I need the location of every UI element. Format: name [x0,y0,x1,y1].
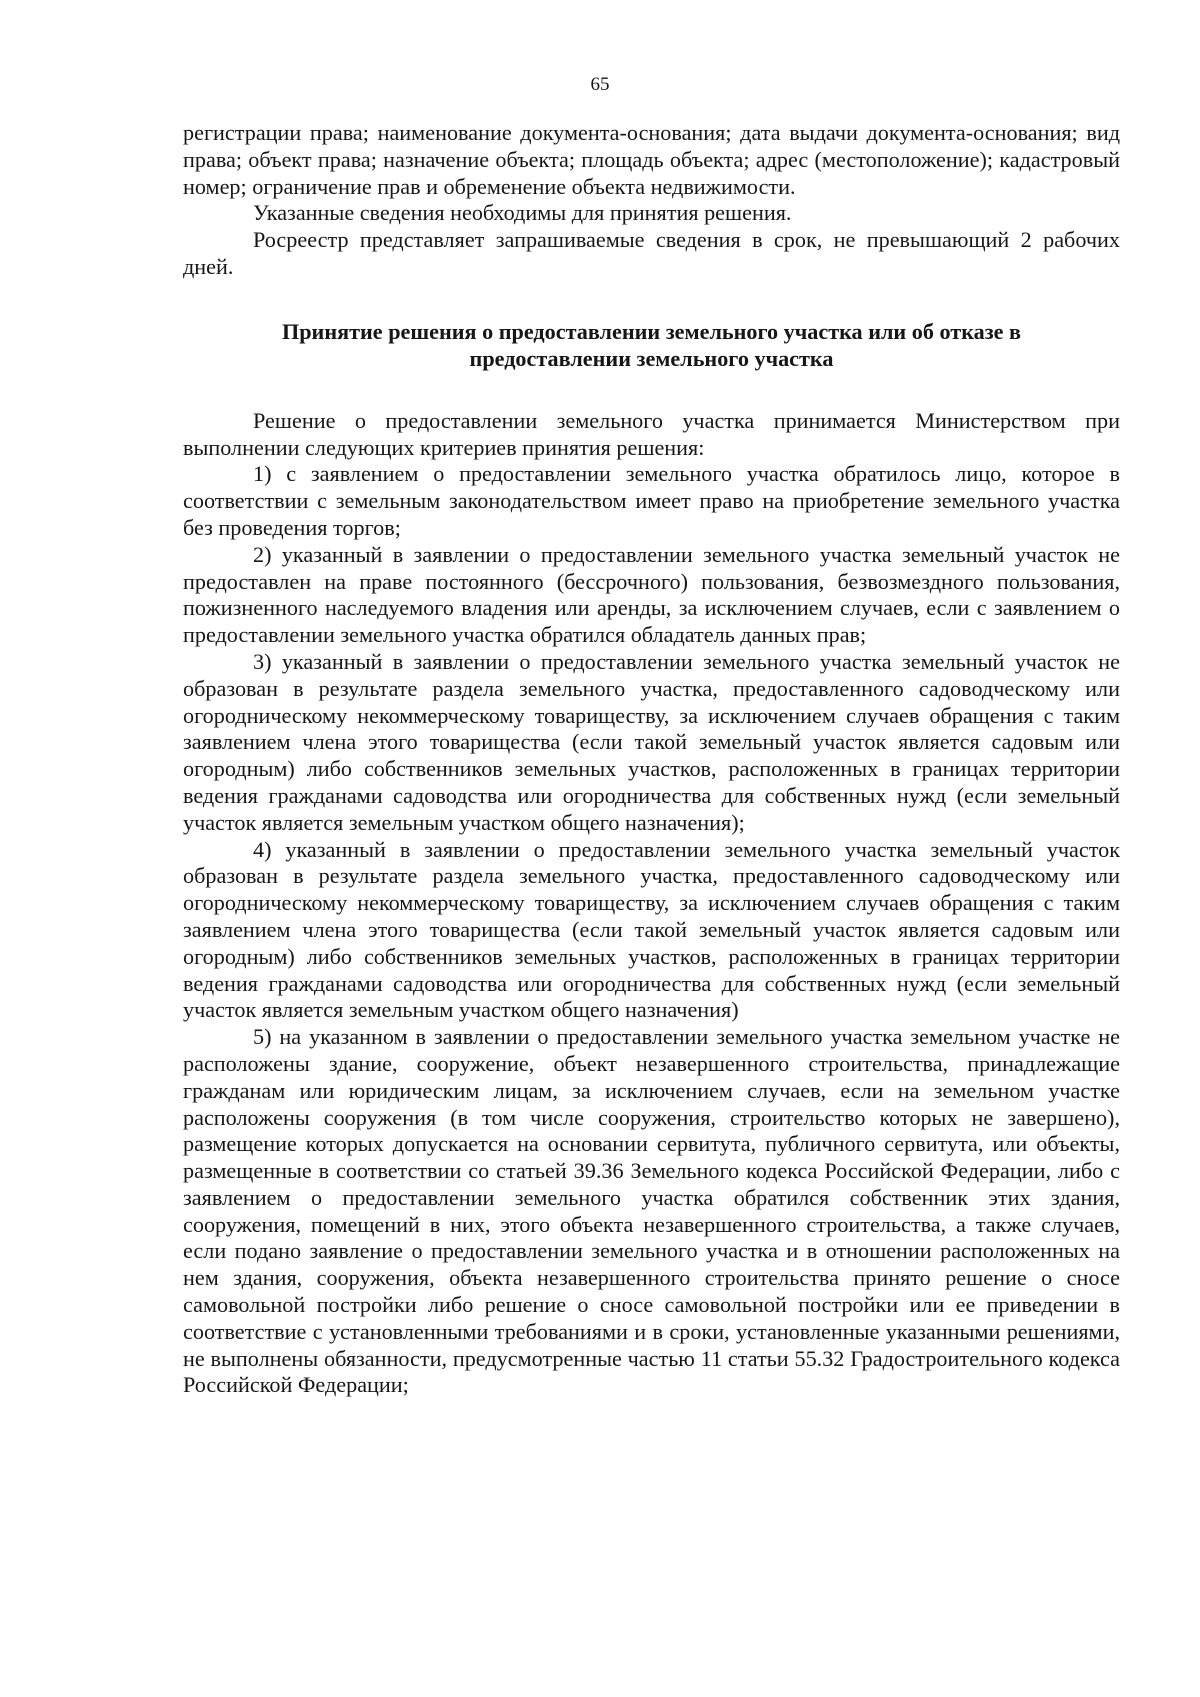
criteria-intro: Решение о предоставлении земельного участка принимается Министерством при выполнении следующих критериев принятия решения: [183,407,1120,460]
section-heading-line: предоставлении земельного участка [469,345,834,371]
paragraph: Указанные сведения необходимы для принятия решения. [253,200,792,226]
paragraph: Росреестр представляет запрашиваемые сведения в срок, не превышающий 2 рабочих дней. [183,227,1120,279]
criteria-item: 1) с заявлением о предоставлении земельного участка обратилось лицо, которое в соответствии с земельным законодательством имеет право на приобретение земельного участка без проведения торгов; [183,461,1120,540]
criteria-item: 4) указанный в заявлении о предоставлении земельного участка земельный участок образован в результате раздела земельного участка, предоставленного садоводческому или огородническому некоммерческому товариществу, за исключением случаев обращения с таким заявлением члена этого товарищества (если такой земельный участок является садовым или огородным) либо собственников земельных участков, расположенных в границах территории ведения гражданами садоводства или огородничества для собственных нужд (если земельный участок является земельным участком общего назначения) [183,836,1120,1023]
section-heading [183,318,1120,372]
paragraph: регистрации права; наименование документа-основания; дата выдачи документа-основания; вид права; объект права; назначение объекта; площадь объекта; адрес (местоположение); кадастровый номер; ограничение прав и обременение объекта недвижимости. [183,120,1120,199]
criteria-item: 5) на указанном в заявлении о предоставлении земельного участка земельном участке не расположены здание, сооружение, объект незавершенного строительства, принадлежащие гражданам или юридическим лицам, за исключением случаев, если на земельном участке расположены сооружения (в том числе сооружения, строительство которых не завершено), размещение которых допускается на основании сервитута, публичного сервитута, или объекты, размещенные в соответствии со статьей 39.36 Земельного кодекса Российской Федерации, либо с заявлением о предоставлении земельного участка обратился собственник этих здания, сооружения, помещений в них, этого объекта незавершенного строительства, а также случаев, если подано заявление о предоставлении земельного участка и в отношении расположенных на нем здания, сооружения, объекта незавершенного строительства принято решение о сносе самовольной постройки либо решение о сносе самовольной постройки или ее приведении в соответствие с установленными требованиями и в сроки, установленные указанными решениями, не выполнены обязанности, предусмотренные частью 11 статьи 55.32 Градостроительного кодекса Российской Федерации; [183,1024,1120,1398]
document-body [183,120,1120,1399]
page-number: 65 [590,74,610,95]
criteria-item: 2) указанный в заявлении о предоставлении земельного участка земельный участок не предоставлен на праве постоянного (бессрочного) пользования, безвозмездного пользования, пожизненного наследуемого владения или аренды, за исключением случаев, если с заявлением о предоставлении земельного участка обратился обладатель данных прав; [183,541,1120,648]
section-heading-line: Принятие решения о предоставлении земельного участка или об отказе в [281,318,1022,344]
criteria-item: 3) указанный в заявлении о предоставлении земельного участка земельный участок не образован в результате раздела земельного участка, предоставленного садоводческому или огородническому некоммерческому товариществу, за исключением случаев обращения с таким заявлением члена этого товарищества (если такой земельный участок является садовым или огородным) либо собственников земельных участков, расположенных в границах территории ведения гражданами садоводства или огородничества для собственных нужд (если земельный участок является земельным участком общего назначения); [183,648,1120,835]
